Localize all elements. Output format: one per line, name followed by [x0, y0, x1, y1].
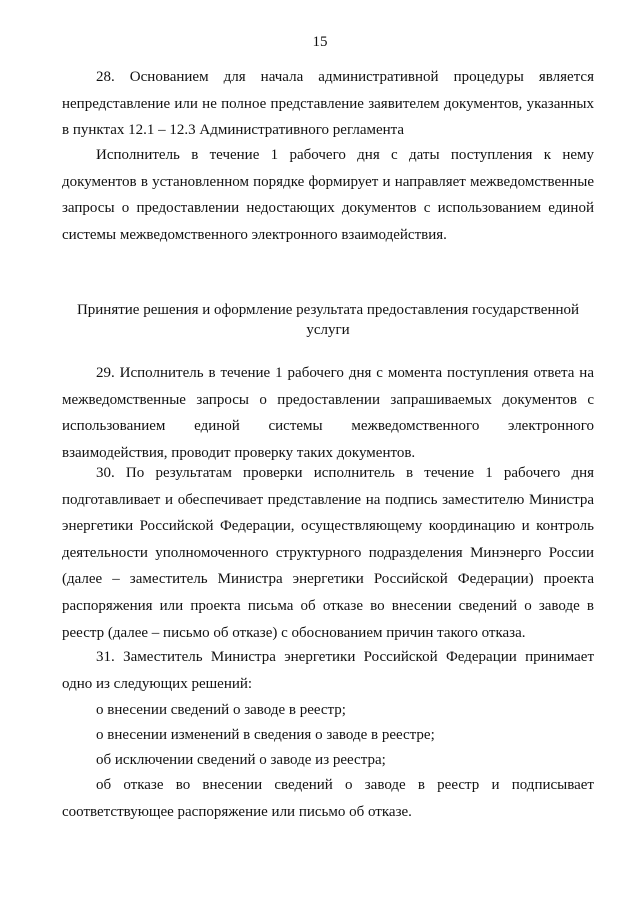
page-number: 15 [312, 34, 328, 50]
paragraph-28-executor: Исполнитель в течение 1 рабочего дня с даты поступления к нему документов в установленном порядке формирует и направляет межведомственные запросы о предоставлении недостающих документов с использованием единой системы межведомственного электронного взаимодействия. [62, 147, 594, 243]
paragraph-28: 28. Основанием для начала административной процедуры является непредставление или не полное представление заявителем документов, указанных в пунктах 12.1 – 12.3 Административного регламента [62, 69, 594, 139]
decision-item: об исключении сведений о заводе из реестра; [96, 752, 386, 768]
decision-item: о внесении сведений о заводе в реестр; [96, 702, 346, 718]
paragraph-29: 29. Исполнитель в течение 1 рабочего дня с момента поступления ответа на межведомственные запросы о предоставлении запрашиваемых документов с использованием единой системы межведомственного электронного взаимодействия, проводит проверку таких документов. [62, 365, 594, 461]
paragraph-30: 30. По результатам проверки исполнитель в течение 1 рабочего дня подготавливает и обеспечивает представление на подпись заместителю Министра энергетики Российской Федерации, осуществляющему координацию и контроль деятельности уполномоченного структурного подразделения Минэнерго России (далее – заместитель Министра энергетики Российской Федерации) проекта распоряжения или проекта письма об отказе во внесении сведений о заводе в реестр (далее – письмо об отказе) с обоснованием причин такого отказа. [62, 465, 594, 641]
paragraph-31: 31. Заместитель Министра энергетики Российской Федерации принимает одно из следующих решений: [62, 649, 594, 692]
decision-item: о внесении изменений в сведения о заводе в реестре; [96, 727, 435, 743]
section-heading: Принятие решения и оформление результата предоставления государственной услуги [76, 302, 580, 338]
paragraph-31-refusal: об отказе во внесении сведений о заводе в реестр и подписывает соответствующее распоряжение или письмо об отказе. [62, 777, 594, 820]
